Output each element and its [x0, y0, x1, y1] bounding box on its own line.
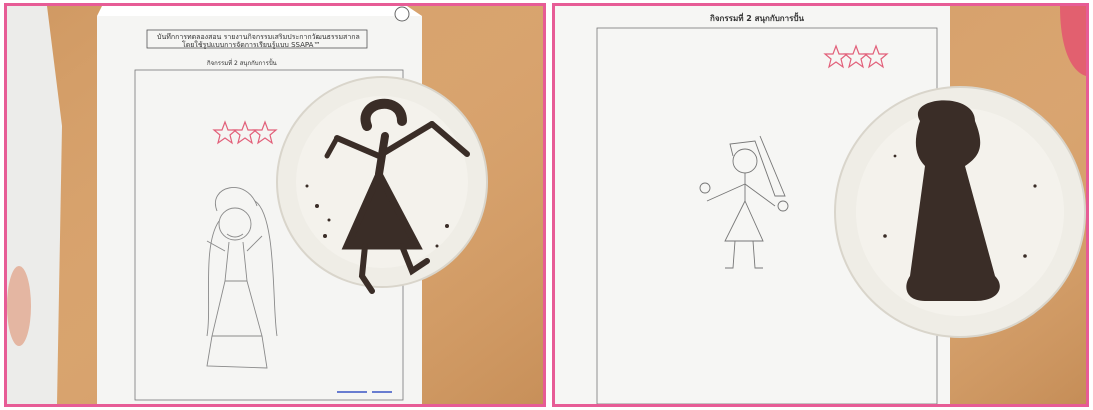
right-photo-scene [555, 6, 1086, 404]
finger [7, 266, 31, 346]
activity-title: กิจกรรมที่ 2 สนุกกับการปั้น [207, 60, 277, 67]
tissue [7, 6, 62, 404]
header-line-2: โดยใช้รูปแบบการจัดการเรียนรู้แบบ SSAPA™ [182, 41, 321, 49]
right-photo [552, 3, 1089, 407]
left-photo [4, 3, 546, 407]
logo-icon [395, 7, 409, 21]
activity-title: กิจกรรมที่ 2 สนุกกับการปั้น [710, 14, 804, 23]
header-line-1: บันทึกการทดลองสอน รายงานกิจกรรมเสริมประกากวัฒนธรรมสากล [157, 33, 360, 41]
